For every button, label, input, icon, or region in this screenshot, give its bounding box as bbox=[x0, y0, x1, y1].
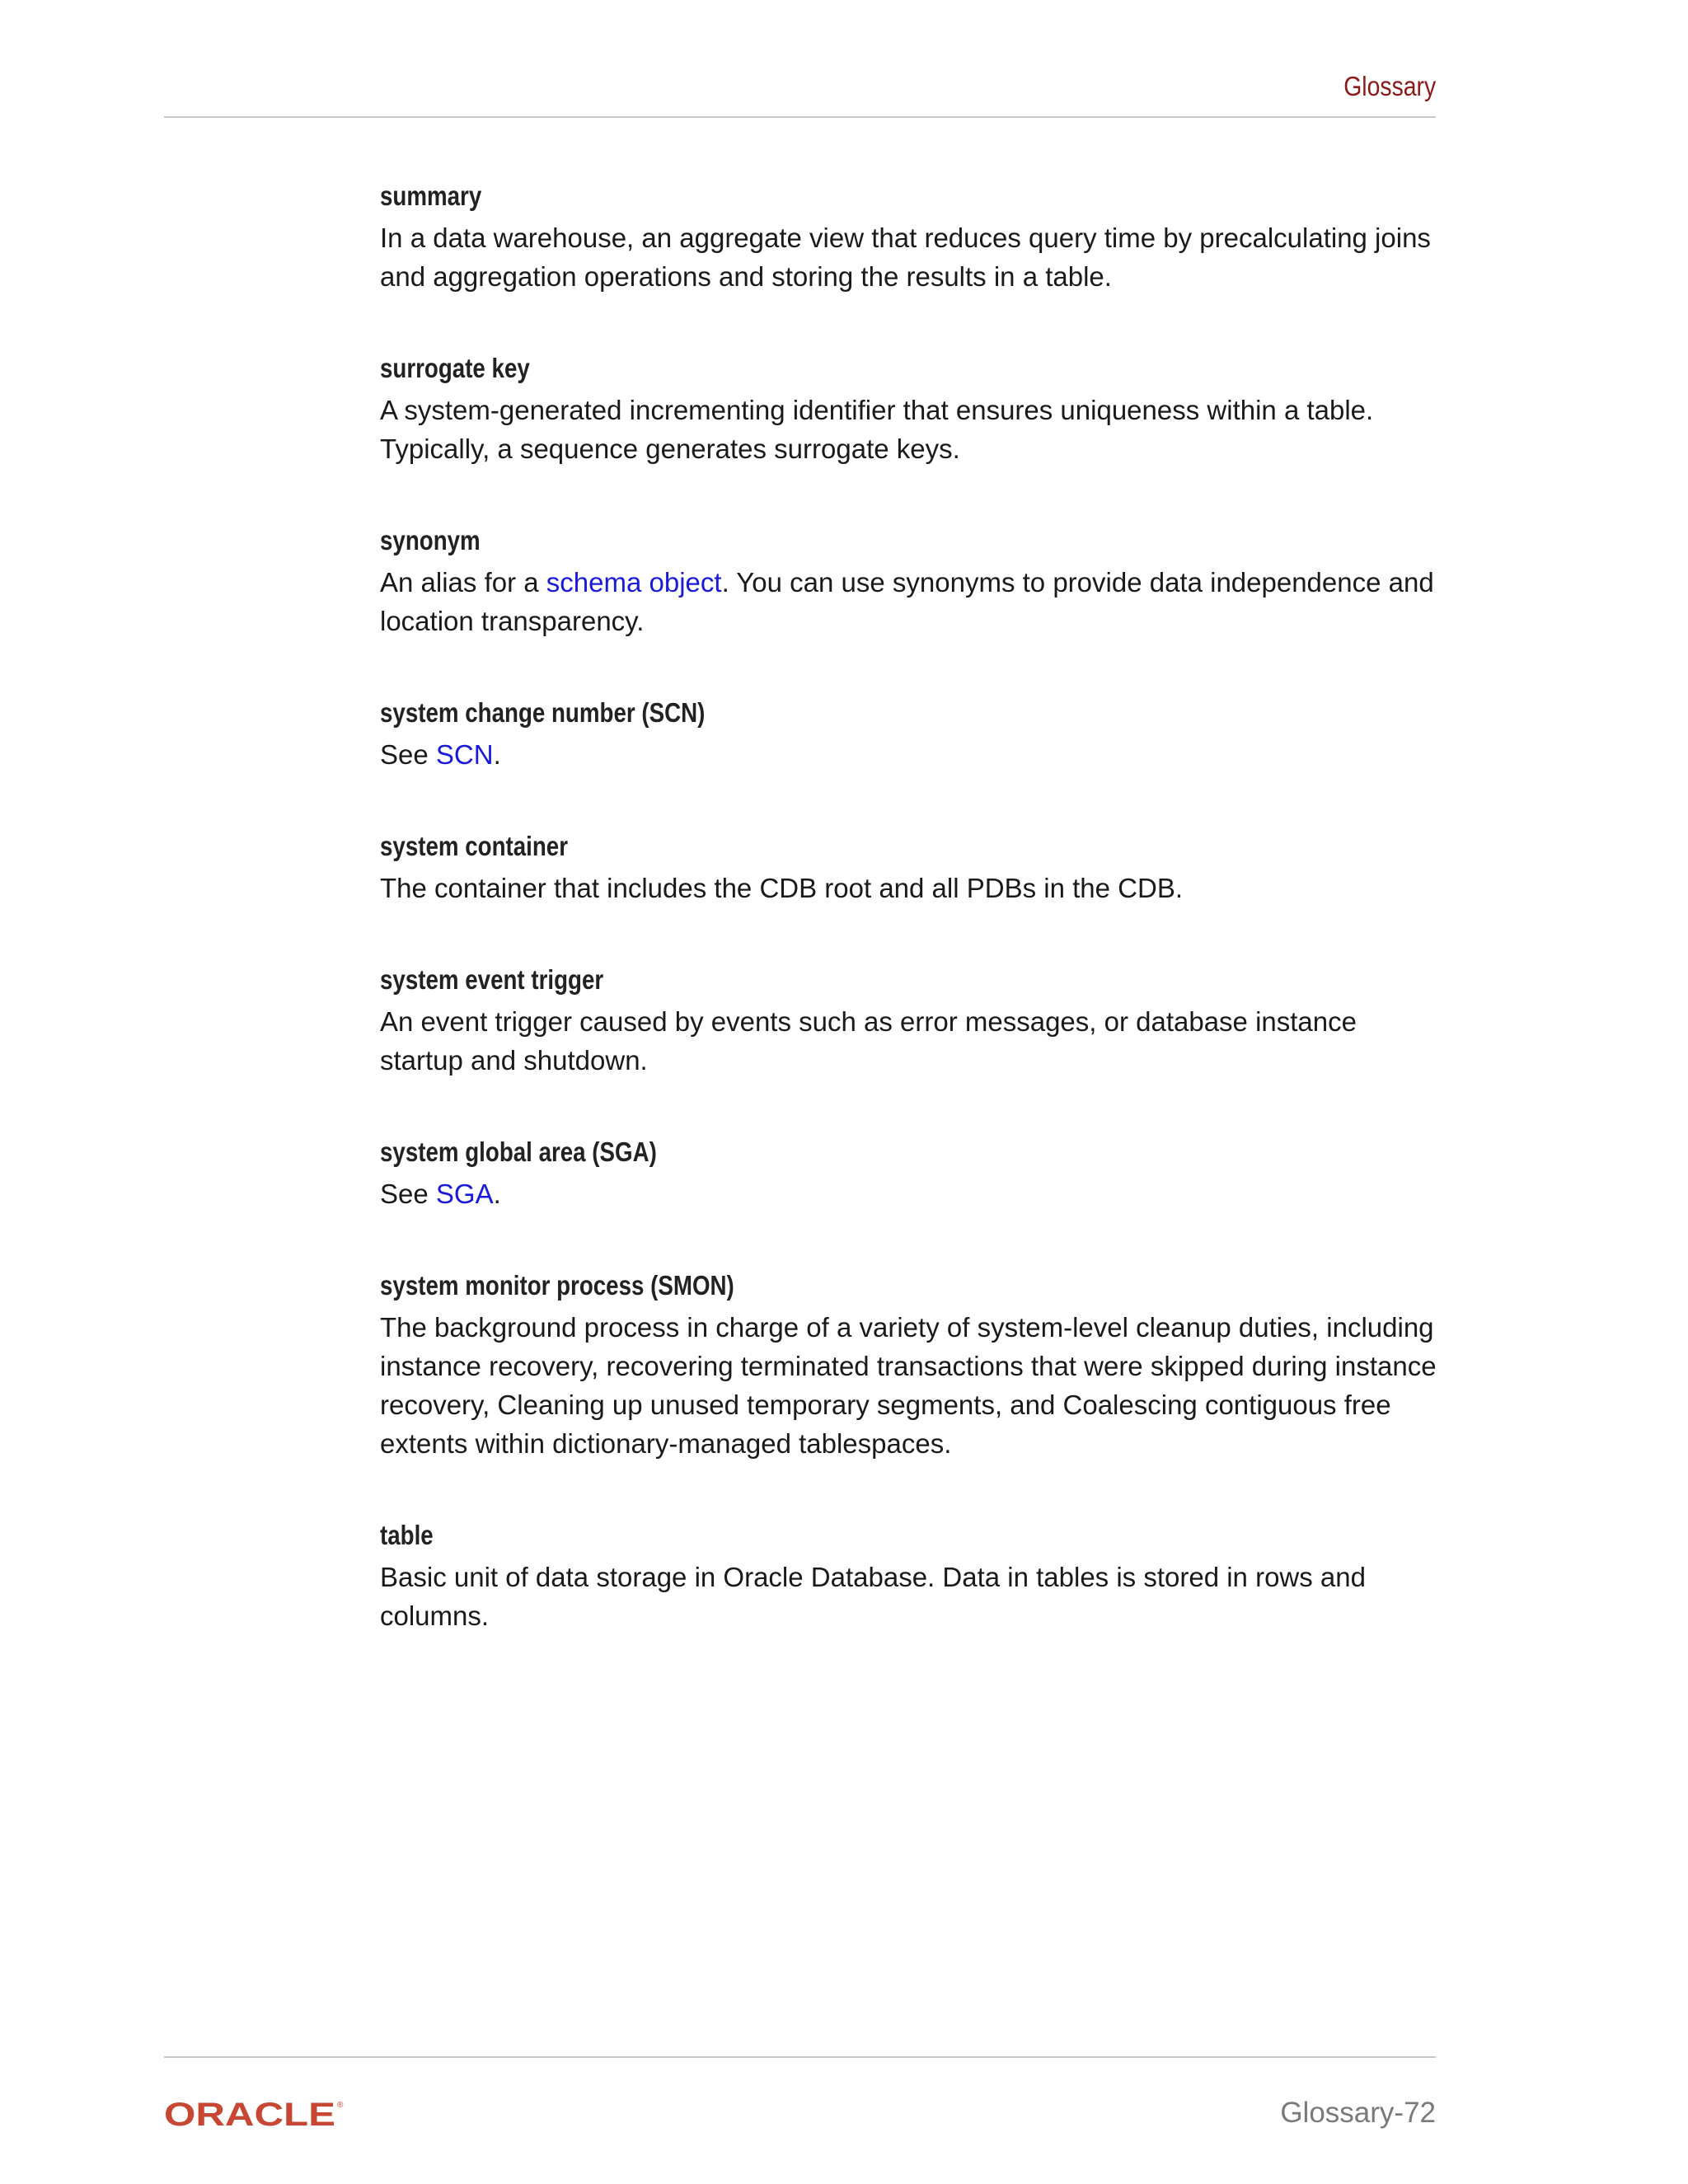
definition-text: . bbox=[493, 1179, 501, 1209]
glossary-term: surrogate key bbox=[380, 353, 530, 383]
header-divider bbox=[164, 116, 1436, 118]
glossary-definition bbox=[380, 735, 1443, 774]
scn-link[interactable]: SCN bbox=[435, 739, 494, 770]
definition-text: See bbox=[380, 739, 436, 770]
glossary-definition: Basic unit of data storage in Oracle Database. Data in tables is stored in rows and columns. bbox=[380, 1562, 1366, 1631]
glossary-definition: An event trigger caused by events such as error messages, or database instance startup and shutdown. bbox=[380, 1006, 1357, 1076]
glossary-entry-system-event-trigger bbox=[380, 962, 1443, 1080]
glossary-definition: The container that includes the CDB root and all PDBs in the CDB. bbox=[380, 873, 1183, 903]
oracle-logo bbox=[164, 2097, 347, 2130]
definition-text: An alias for a bbox=[380, 567, 546, 598]
glossary-term: system change number (SCN) bbox=[380, 697, 706, 728]
glossary-definition: The background process in charge of a variety of system-level cleanup duties, including instance recovery, recovering terminated transactions that were skipped during instance recovery, Cleaning up unused temporary segments, and Coalescing contiguous free extents within dictionary-managed tablespaces. bbox=[380, 1312, 1437, 1459]
definition-text: . bbox=[493, 739, 501, 770]
glossary-term: system container bbox=[380, 831, 569, 861]
glossary-term: system event trigger bbox=[380, 964, 604, 995]
glossary-definition bbox=[380, 563, 1443, 640]
glossary-term: system monitor process (SMON) bbox=[380, 1270, 734, 1301]
sga-link[interactable]: SGA bbox=[435, 1179, 494, 1209]
definition-text: . You can use synonyms to provide data independence and location transparency. bbox=[380, 567, 1434, 636]
glossary-entries bbox=[380, 178, 1443, 1690]
oracle-logo-text: ORACLE bbox=[164, 2097, 335, 2130]
svg-text:®: ® bbox=[337, 2101, 344, 2110]
footer-divider bbox=[164, 2056, 1436, 2058]
glossary-term: synonym bbox=[380, 525, 481, 555]
page-number: Glossary-72 bbox=[1280, 2097, 1436, 2129]
glossary-definition bbox=[380, 1174, 1443, 1213]
glossary-term: summary bbox=[380, 180, 482, 211]
glossary-entry-table bbox=[380, 1517, 1443, 1635]
glossary-entry-surrogate-key bbox=[380, 350, 1443, 468]
glossary-entry-system-global-area bbox=[380, 1134, 1443, 1213]
glossary-definition: A system-generated incrementing identifier that ensures uniqueness within a table. Typically, a sequence generates surrogate keys. bbox=[380, 395, 1374, 464]
glossary-term: table bbox=[380, 1520, 434, 1550]
schema-object-link[interactable]: schema object bbox=[546, 567, 722, 598]
glossary-entry-summary bbox=[380, 178, 1443, 296]
glossary-entry-synonym bbox=[380, 523, 1443, 640]
glossary-term: system global area (SGA) bbox=[380, 1137, 657, 1167]
glossary-entry-system-monitor-process bbox=[380, 1268, 1443, 1463]
glossary-definition: In a data warehouse, an aggregate view that reduces query time by precalculating joins and aggregation operations and storing the results in a table. bbox=[380, 223, 1431, 292]
glossary-entry-system-container bbox=[380, 828, 1443, 907]
definition-text: See bbox=[380, 1179, 436, 1209]
glossary-entry-system-change-number bbox=[380, 695, 1443, 774]
running-header-title: Glossary bbox=[1343, 71, 1436, 101]
